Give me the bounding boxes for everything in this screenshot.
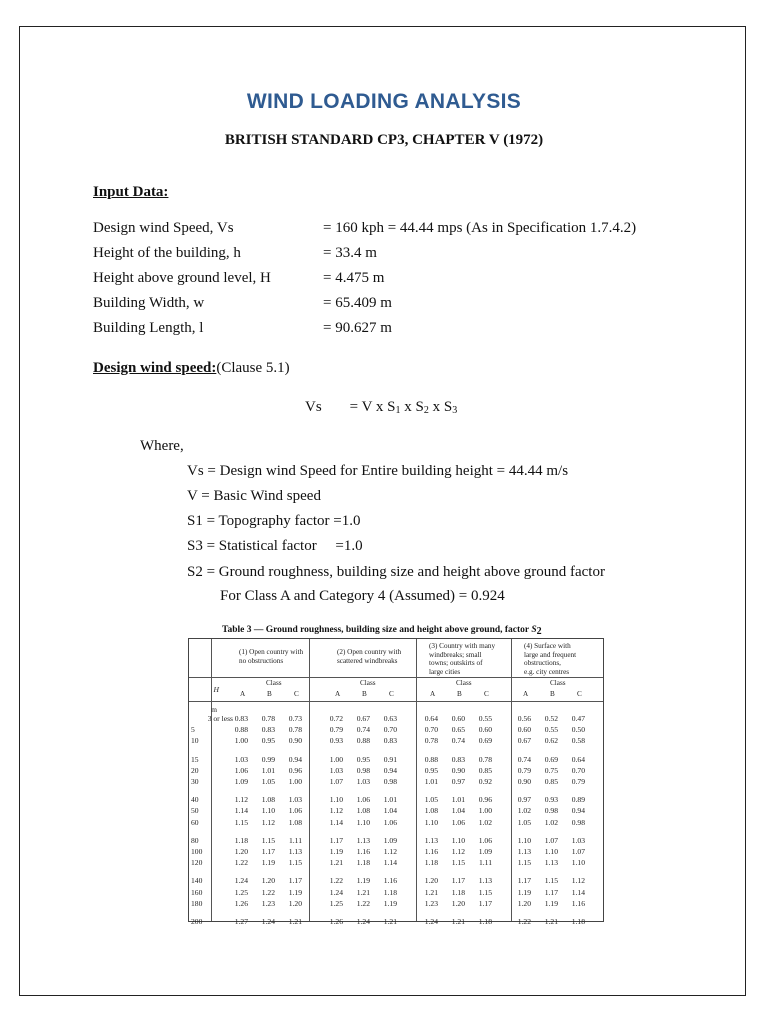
table-cell: 0.85	[478, 765, 492, 775]
table-cell: 1.05	[517, 817, 531, 827]
column-h-header: H	[213, 685, 219, 694]
table-cell: 1.03	[356, 777, 370, 786]
row-height-label: 200	[191, 917, 203, 926]
table-cell: 1.13	[517, 847, 531, 856]
group-header-4: (4) Surface with large and frequent obstructions, e.g. city centres	[524, 642, 577, 676]
table-cell: 1.18	[424, 858, 438, 868]
table-cell: 1.03	[234, 754, 248, 764]
table-cell: 1.03	[288, 795, 302, 805]
table-cell: 0.96	[478, 795, 492, 805]
s2-factor-table	[188, 638, 604, 926]
table-cell: 1.18	[451, 887, 465, 897]
table-cell: 1.21	[329, 858, 343, 868]
table-cell: 1.04	[383, 806, 397, 816]
input-data-heading-text: Input Data:	[93, 184, 169, 200]
table-cell: 1.04	[451, 806, 465, 816]
group-header-1: (1) Open country with no obstructions	[239, 648, 304, 665]
definition-s2: S2 = Ground roughness, building size and height above ground factor	[187, 564, 605, 580]
table-cell: 0.60	[478, 725, 492, 735]
table-cell: 0.98	[383, 777, 397, 786]
input-row-wind-speed	[93, 220, 636, 237]
table-cell: 1.10	[261, 806, 275, 816]
table-cell: 1.03	[571, 835, 585, 845]
table-cell: 1.21	[544, 917, 558, 926]
table-cell: 0.98	[356, 765, 370, 775]
input-value: = 4.475 m	[323, 270, 385, 286]
table-cell: 1.09	[383, 835, 397, 845]
table-divider	[309, 639, 310, 921]
table-cell: 0.64	[424, 714, 438, 723]
table-cell: 1.21	[451, 917, 465, 926]
table-cell: 1.12	[329, 806, 343, 816]
table-cell: 0.97	[517, 795, 531, 805]
class-letter: B	[457, 690, 462, 698]
table-cell: 0.74	[517, 754, 531, 764]
table-cell: 1.11	[288, 835, 302, 845]
table-cell: 1.27	[234, 917, 248, 926]
row-height-label: 180	[191, 898, 203, 908]
table-cell: 0.74	[356, 725, 370, 735]
table-cell: 1.06	[383, 817, 397, 827]
class-label-2: Class	[360, 679, 376, 687]
table-cell: 1.12	[451, 847, 465, 856]
input-value: = 33.4 m	[323, 245, 377, 261]
table-cell: 0.74	[451, 736, 465, 746]
equation-rhs-mid-2: x S	[428, 399, 453, 415]
table-cell: 1.09	[234, 777, 248, 786]
input-label: Height above ground level, H	[93, 270, 271, 286]
table-cell: 0.69	[478, 736, 492, 746]
table-cell: 1.19	[544, 898, 558, 908]
table-cell: 1.16	[356, 847, 370, 856]
table-cell: 0.56	[517, 714, 531, 723]
table-cell: 0.60	[517, 725, 531, 735]
row-height-label: 5	[191, 725, 195, 735]
row-height-label: 100	[191, 847, 203, 856]
input-label: Design wind Speed, Vs	[93, 220, 234, 236]
table-cell: 1.25	[234, 887, 248, 897]
definition-vs: Vs = Design wind Speed for Entire building height = 44.44 m/s	[187, 463, 569, 479]
table-cell: 1.12	[261, 817, 275, 827]
table-cell: 0.95	[356, 754, 370, 764]
table-cell: 1.18	[234, 835, 248, 845]
row-height-label: 140	[191, 876, 203, 886]
table-cell: 0.85	[544, 777, 558, 786]
table-cell: 0.55	[544, 725, 558, 735]
table-cell: 0.79	[517, 765, 531, 775]
table-cell: 1.23	[424, 898, 438, 908]
table-cell: 0.88	[424, 754, 438, 764]
input-row-building-width	[93, 295, 392, 312]
row-height-label: 120	[191, 858, 203, 868]
row-height-label: 20	[191, 765, 199, 775]
table-cell: 1.07	[544, 835, 558, 845]
table-cell: 1.25	[329, 898, 343, 908]
table-cell: 0.65	[451, 725, 465, 735]
table-cell: 1.23	[261, 898, 275, 908]
table-cell: 1.09	[478, 847, 492, 856]
table-cell: 1.15	[261, 835, 275, 845]
table-cell: 0.62	[544, 736, 558, 746]
definition-v: V = Basic Wind speed	[187, 488, 321, 504]
table-cell: 1.02	[544, 817, 558, 827]
table-cell: 1.10	[571, 858, 585, 868]
table-cell: 0.93	[329, 736, 343, 746]
table-cell: 1.07	[329, 777, 343, 786]
table-cell: 1.05	[261, 777, 275, 786]
table-cell: 1.22	[329, 876, 343, 886]
table-cell: 1.19	[288, 887, 302, 897]
table-cell: 0.94	[383, 765, 397, 775]
table-cell: 0.95	[261, 736, 275, 746]
table-cell: 1.15	[544, 876, 558, 886]
table-cell: 1.26	[234, 898, 248, 908]
table-cell: 1.22	[261, 887, 275, 897]
table-cell: 1.00	[329, 754, 343, 764]
table-cell: 1.02	[517, 806, 531, 816]
class-letter: C	[294, 690, 299, 698]
table-cell: 1.17	[329, 835, 343, 845]
row-height-label: 60	[191, 817, 199, 827]
class-letter: A	[430, 690, 436, 698]
table-cell: 1.24	[356, 917, 370, 926]
table-cell: 1.16	[424, 847, 438, 856]
table-cell: 1.10	[329, 795, 343, 805]
table-cell: 0.63	[383, 714, 397, 723]
table-cell: 1.16	[383, 876, 397, 886]
table-caption-symbol: S	[531, 625, 537, 635]
equation-rhs-prefix: = V x S	[349, 399, 396, 415]
table-cell: 1.13	[424, 835, 438, 845]
table-cell: 1.08	[356, 806, 370, 816]
table-cell: 1.00	[234, 736, 248, 746]
table-cell: 0.47	[571, 714, 585, 723]
table-cell: 1.01	[424, 777, 438, 786]
equation-rhs-mid-1: x S	[400, 399, 424, 415]
design-wind-speed-heading	[93, 360, 290, 377]
table-cell: 1.17	[544, 887, 558, 897]
table-cell: 1.06	[451, 817, 465, 827]
input-value: = 65.409 m	[323, 295, 392, 311]
table-cell: 1.24	[329, 887, 343, 897]
table-cell: 0.78	[288, 725, 302, 735]
input-row-ground-height	[93, 270, 384, 287]
table-cell: 0.79	[329, 725, 343, 735]
table-cell: 0.70	[571, 765, 585, 775]
table-cell: 0.99	[261, 754, 275, 764]
table-cell: 1.26	[329, 917, 343, 926]
table-cell: 1.19	[517, 887, 531, 897]
table-cell: 1.10	[356, 817, 370, 827]
table-cell: 1.15	[517, 858, 531, 868]
table-cell: 1.10	[451, 835, 465, 845]
table-cell: 1.22	[234, 858, 248, 868]
table-cell: 0.75	[544, 765, 558, 775]
table-divider	[189, 701, 603, 702]
input-row-building-height	[93, 245, 377, 262]
row-height-label: 40	[191, 795, 199, 805]
table-cell: 1.17	[517, 876, 531, 886]
definition-s1: S1 = Topography factor =1.0	[187, 513, 361, 529]
table-cell: 1.12	[234, 795, 248, 805]
table-cell: 1.13	[288, 847, 302, 856]
table-caption-text: Table 3 — Ground roughness, building size and height above ground, factor	[222, 625, 532, 635]
table-cell: 0.83	[451, 754, 465, 764]
table-cell: 1.11	[478, 858, 492, 868]
table-cell: 1.02	[478, 817, 492, 827]
table-cell: 0.88	[234, 725, 248, 735]
table-cell: 1.06	[288, 806, 302, 816]
class-label-3: Class	[456, 679, 472, 687]
table-cell: 0.89	[571, 795, 585, 805]
where-label: Where,	[140, 438, 184, 454]
table-caption-sub: 2	[536, 626, 542, 637]
row-height-label: 50	[191, 806, 199, 816]
table-cell: 0.78	[261, 714, 275, 723]
table-cell: 1.22	[517, 917, 531, 926]
group-header-3: (3) Country with many windbreaks; small towns; outskirts of large cities	[429, 642, 496, 676]
table-cell: 1.19	[261, 858, 275, 868]
table-cell: 0.73	[288, 714, 302, 723]
table-cell: 1.17	[478, 898, 492, 908]
row-height-label: 30	[191, 777, 199, 786]
table-cell: 1.17	[261, 847, 275, 856]
table-cell: 1.00	[288, 777, 302, 786]
table-cell: 0.92	[478, 777, 492, 786]
table-cell: 0.97	[451, 777, 465, 786]
table-cell: 0.90	[288, 736, 302, 746]
table-cell: 0.70	[383, 725, 397, 735]
table-cell: 1.24	[234, 876, 248, 886]
row-height-label: 80	[191, 835, 199, 845]
table-cell: 1.20	[288, 898, 302, 908]
table-cell: 0.83	[261, 725, 275, 735]
table-cell: 0.83	[234, 714, 248, 723]
table-cell: 1.06	[356, 795, 370, 805]
table-cell: 1.13	[544, 858, 558, 868]
table-cell: 1.13	[356, 835, 370, 845]
table-cell: 1.10	[517, 835, 531, 845]
table-cell: 1.08	[424, 806, 438, 816]
input-value: = 90.627 m	[323, 320, 392, 336]
table-cell: 1.06	[478, 835, 492, 845]
table-cell: 1.20	[261, 876, 275, 886]
group-header-2: (2) Open country with scattered windbreaks	[337, 648, 402, 665]
input-label: Building Width, w	[93, 295, 205, 311]
table-cell: 1.14	[234, 806, 248, 816]
table-cell: 1.21	[424, 887, 438, 897]
table-cell: 1.19	[383, 898, 397, 908]
table-cell: 1.15	[288, 858, 302, 868]
table-cell: 0.69	[544, 754, 558, 764]
row-height-label: 3 or less	[207, 714, 233, 723]
table-cell: 0.52	[544, 714, 558, 723]
table-cell: 0.67	[356, 714, 370, 723]
class-letter: A	[523, 690, 529, 698]
table-cell: 1.20	[517, 898, 531, 908]
table-cell: 0.95	[424, 765, 438, 775]
table-cell: 0.98	[544, 806, 558, 816]
class-letter: B	[267, 690, 272, 698]
table-cell: 1.07	[571, 847, 585, 856]
equation-sub-1: 1	[395, 405, 401, 416]
class-label-1: Class	[266, 679, 282, 687]
table-cell: 1.10	[424, 817, 438, 827]
table-cell: 1.20	[234, 847, 248, 856]
table-cell: 0.60	[451, 714, 465, 723]
table-cell: 0.78	[424, 736, 438, 746]
class-letter: B	[362, 690, 367, 698]
table-cell: 0.78	[478, 754, 492, 764]
class-label-4: Class	[550, 679, 566, 687]
table-cell: 1.20	[424, 876, 438, 886]
table-cell: 1.01	[261, 765, 275, 775]
equation-sub-2: 2	[423, 405, 429, 416]
table-cell: 0.58	[571, 736, 585, 746]
table-cell: 0.88	[356, 736, 370, 746]
input-label: Building Length, l	[93, 320, 204, 336]
table-cell: 0.79	[571, 777, 585, 786]
table-cell: 1.12	[383, 847, 397, 856]
table-cell: 1.21	[288, 917, 302, 926]
class-letter: A	[240, 690, 246, 698]
input-row-building-length	[93, 320, 392, 337]
table-cell: 1.14	[571, 887, 585, 897]
table-cell: 1.08	[288, 817, 302, 827]
table-cell: 1.13	[478, 876, 492, 886]
input-data-heading	[93, 184, 168, 201]
class-letter: C	[389, 690, 394, 698]
definition-s3: S3 = Statistical factor =1.0	[187, 538, 363, 554]
design-clause: (Clause 5.1)	[216, 360, 290, 376]
table-cell: 1.15	[234, 817, 248, 827]
equation-lhs: Vs	[305, 399, 322, 415]
table-cell: 1.21	[356, 887, 370, 897]
table-cell: 1.03	[329, 765, 343, 775]
table-cell: 0.90	[451, 765, 465, 775]
table-cell: 0.94	[571, 806, 585, 816]
table-cell: 1.14	[383, 858, 397, 868]
table-cell: 0.67	[517, 736, 531, 746]
class-letter: B	[550, 690, 555, 698]
table-cell: 1.12	[571, 876, 585, 886]
table-cell: 1.16	[571, 898, 585, 908]
row-height-label: 160	[191, 887, 203, 897]
table-cell: 0.70	[424, 725, 438, 735]
table-cell: 1.20	[451, 898, 465, 908]
table-cell: 0.50	[571, 725, 585, 735]
table-cell: 1.10	[544, 847, 558, 856]
class-category-note: For Class A and Category 4 (Assumed) = 0.924	[220, 588, 505, 604]
table-cell: 1.05	[424, 795, 438, 805]
class-letter: C	[577, 690, 582, 698]
page-subtitle: BRITISH STANDARD CP3, CHAPTER V (1972)	[224, 132, 544, 148]
table-cell: 1.14	[329, 817, 343, 827]
table-cell: 1.19	[329, 847, 343, 856]
table-cell: 0.91	[383, 754, 397, 764]
table-cell: 1.18	[571, 917, 585, 926]
table-cell: 1.22	[356, 898, 370, 908]
equation-sub-3: 3	[452, 405, 458, 416]
input-value: = 160 kph = 44.44 mps (As in Specification 1.7.4.2)	[323, 220, 637, 236]
table-cell: 1.01	[383, 795, 397, 805]
table-cell: 1.15	[451, 858, 465, 868]
row-height-label: 15	[191, 754, 199, 764]
table-caption	[222, 625, 542, 637]
table-cell: 1.17	[288, 876, 302, 886]
table-cell: 1.18	[478, 917, 492, 926]
table-cell: 1.08	[261, 795, 275, 805]
table-divider	[189, 677, 603, 678]
table-cell: 1.21	[383, 917, 397, 926]
table-cell: 1.24	[424, 917, 438, 926]
design-wind-speed-heading-text: Design wind speed:	[93, 360, 217, 376]
table-cell: 0.83	[383, 736, 397, 746]
table-cell: 0.96	[288, 765, 302, 775]
table-cell: 1.00	[478, 806, 492, 816]
table-cell: 1.01	[451, 795, 465, 805]
class-letter: C	[484, 690, 489, 698]
table-cell: 0.90	[517, 777, 531, 786]
table-cell: 0.94	[288, 754, 302, 764]
table-cell: 1.17	[451, 876, 465, 886]
table-cell: 1.18	[383, 887, 397, 897]
page-title: WIND LOADING ANALYSIS	[246, 90, 522, 113]
table-cell: 0.98	[571, 817, 585, 827]
class-letter: A	[335, 690, 341, 698]
table-cell: 0.93	[544, 795, 558, 805]
table-cell: 1.24	[261, 917, 275, 926]
table-cell: 1.15	[478, 887, 492, 897]
table-cell: 1.06	[234, 765, 248, 775]
table-cell: 0.55	[478, 714, 492, 723]
input-label: Height of the building, h	[93, 245, 241, 261]
table-cell: 0.64	[571, 754, 585, 764]
table-cell: 1.19	[356, 876, 370, 886]
row-height-label: 10	[191, 736, 199, 746]
column-h-unit: m	[211, 705, 217, 714]
table-cell: 0.72	[329, 714, 343, 723]
table-cell: 1.18	[356, 858, 370, 868]
design-equation	[305, 399, 457, 416]
